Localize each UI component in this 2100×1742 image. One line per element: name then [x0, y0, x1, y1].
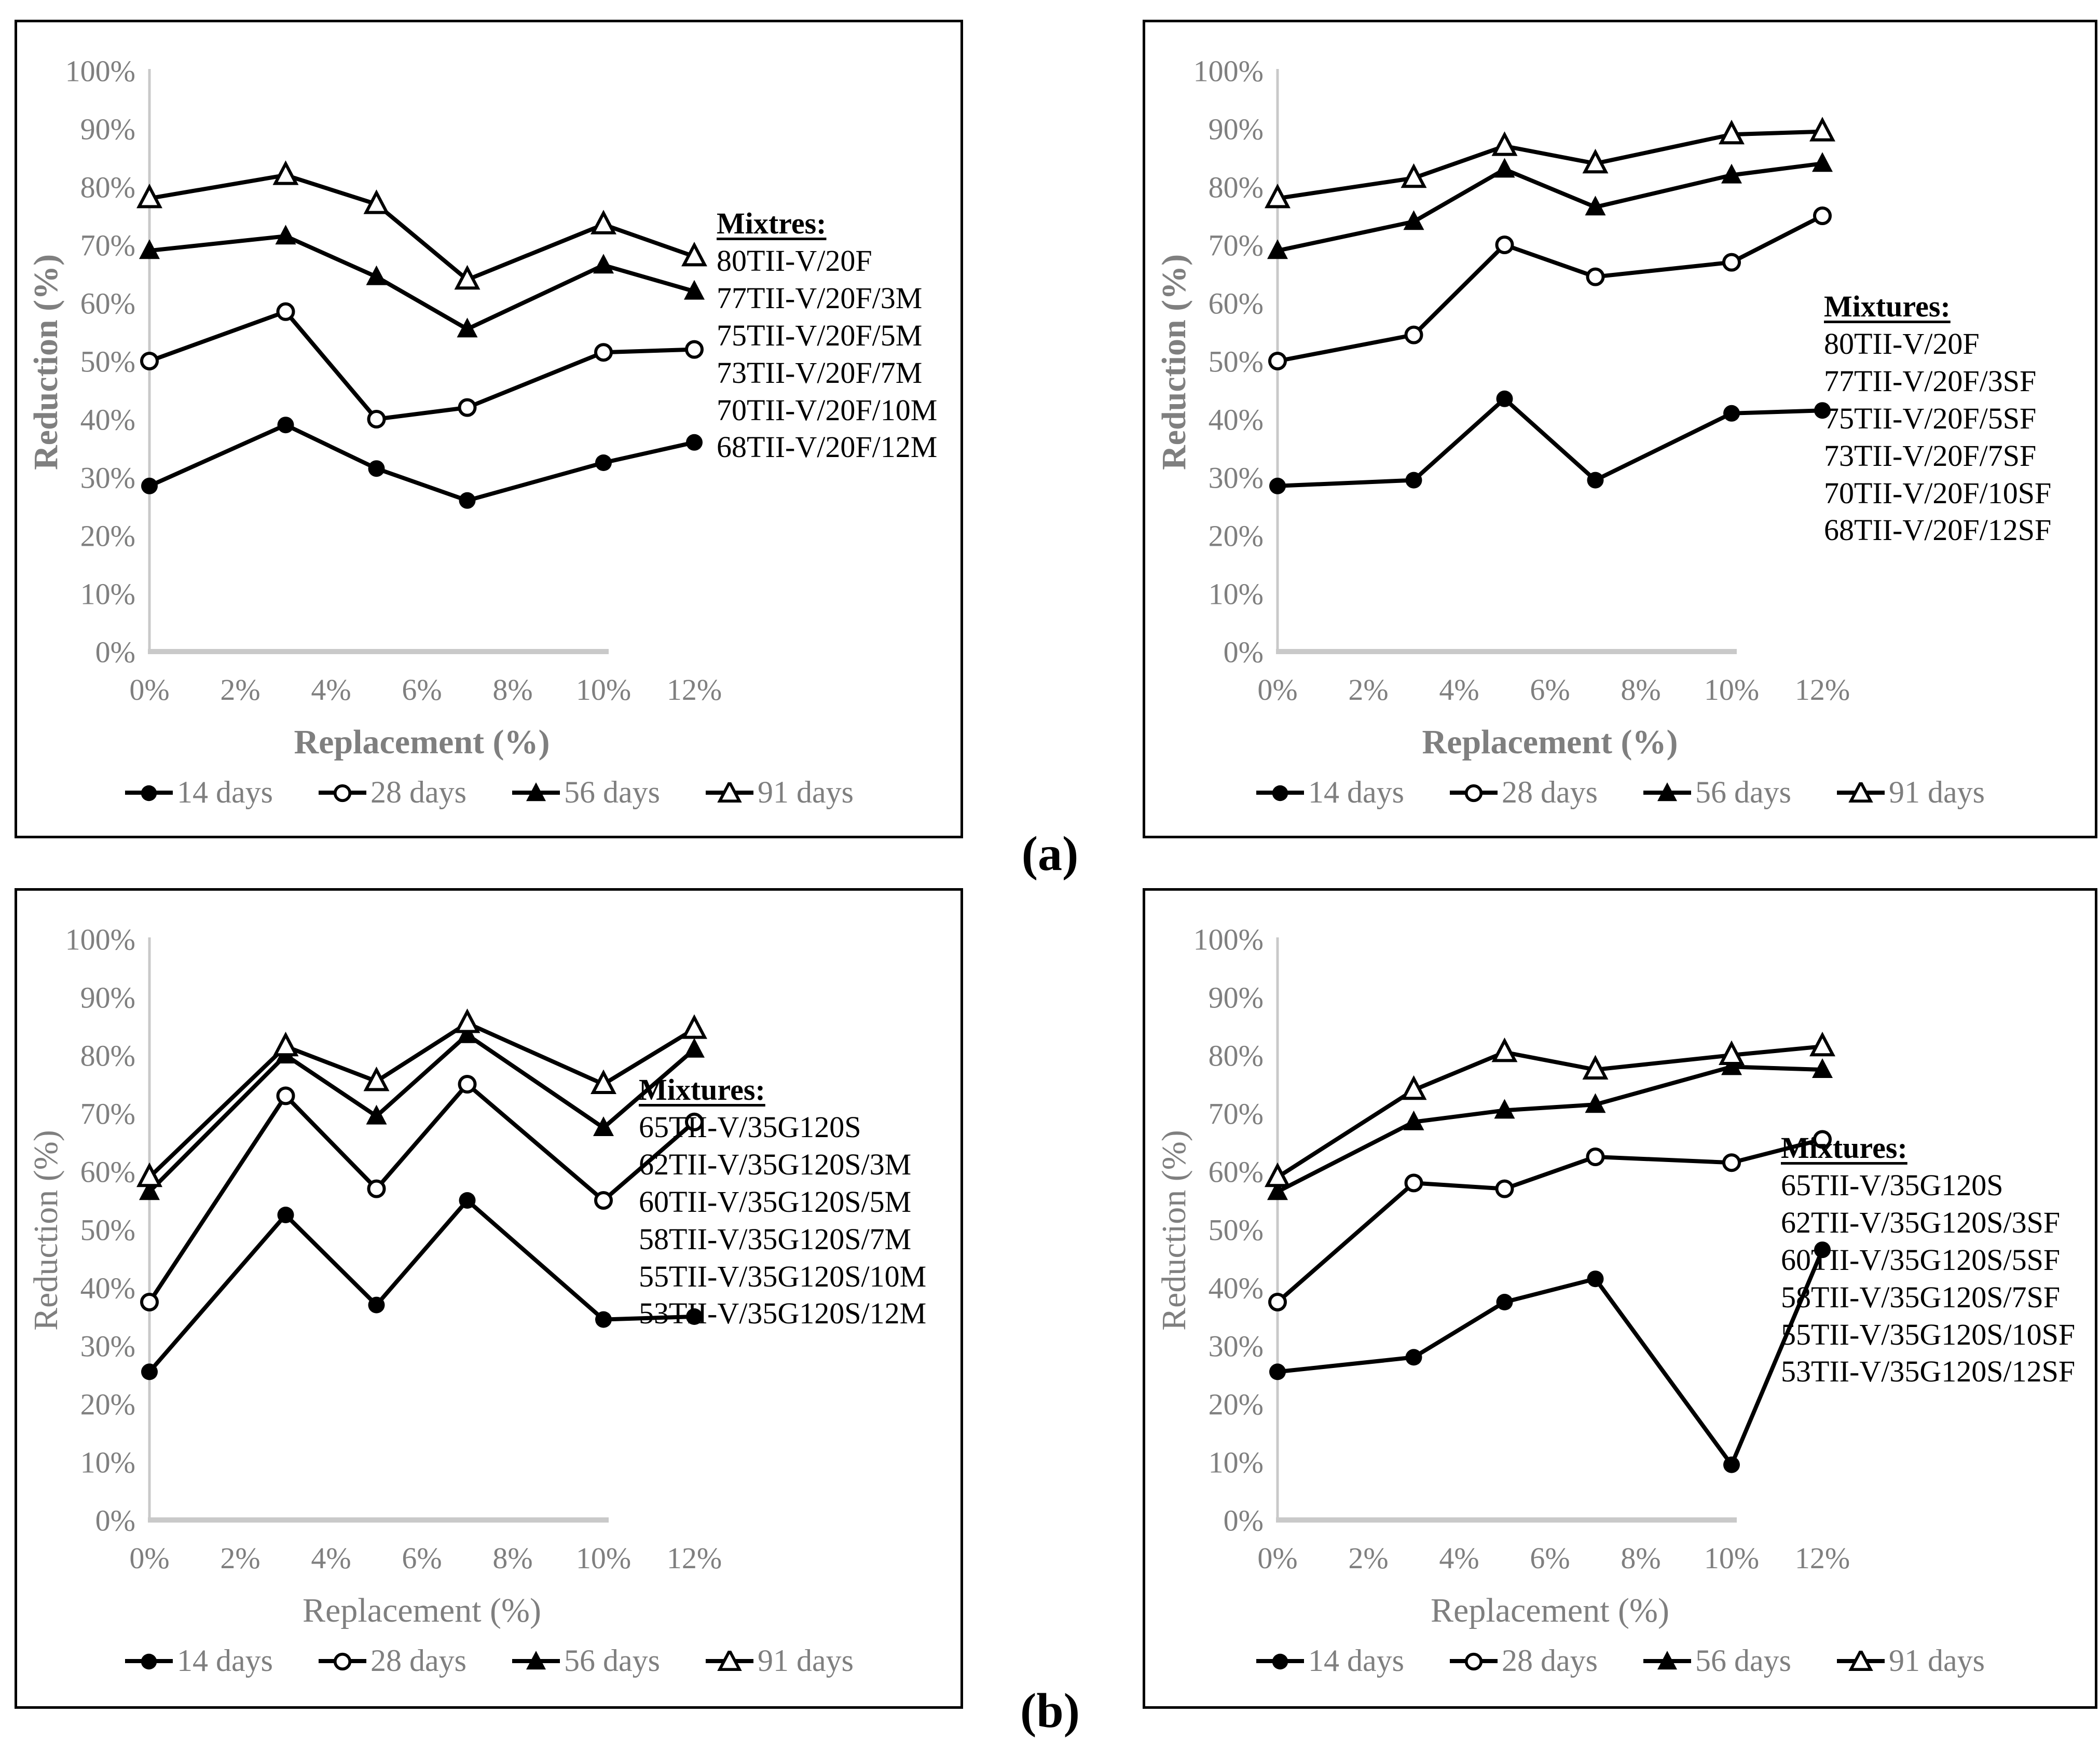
x-tick-label: 10%: [1704, 673, 1760, 707]
x-tick-label: 8%: [1621, 673, 1661, 707]
filled-circle-marker-icon: [1269, 478, 1286, 494]
x-axis-title: Replacement (%): [1422, 723, 1678, 761]
legend-label: 56 days: [1695, 775, 1791, 809]
open-circle-marker-icon: [1449, 782, 1499, 803]
filled-circle-marker-icon: [1406, 472, 1422, 489]
open-circle-marker-icon: [1724, 255, 1739, 270]
x-tick-label: 4%: [311, 673, 351, 707]
open-triangle-marker-icon: [1494, 135, 1515, 155]
y-tick-label: 50%: [1208, 1213, 1264, 1247]
y-tick-label: 10%: [80, 577, 135, 611]
y-tick-label: 40%: [80, 1271, 135, 1305]
filled-circle-marker-icon: [459, 1192, 476, 1209]
y-tick-label: 20%: [1208, 519, 1264, 553]
mixture-item: 53TII-V/35G120S/12SF: [1781, 1354, 2076, 1389]
filled-circle-marker-icon: [124, 782, 174, 803]
mixture-item: 68TII-V/20F/12M: [717, 430, 938, 464]
x-tick-label: 12%: [1794, 673, 1850, 707]
open-circle-marker-icon: [596, 1193, 611, 1208]
x-tick-label: 2%: [220, 673, 260, 707]
filled-triangle-marker-icon: [684, 1038, 705, 1058]
x-axis-title: Replacement (%): [294, 723, 550, 761]
y-tick-label: 30%: [1208, 461, 1264, 495]
filled-circle-marker-icon: [1723, 405, 1740, 422]
legend-item-28-days: [1449, 775, 1598, 810]
legend-item-91-days: [1836, 775, 1985, 810]
open-triangle-marker-icon: [1836, 782, 1886, 803]
filled-triangle-marker-icon: [1642, 782, 1692, 803]
open-circle-marker-icon: [142, 1294, 157, 1310]
x-tick-label: 4%: [311, 1541, 351, 1575]
filled-circle-marker-icon: [141, 478, 158, 494]
mixture-item: 80TII-V/20F: [717, 243, 872, 278]
y-tick-label: 100%: [65, 922, 135, 957]
open-triangle-marker-icon: [1836, 1651, 1886, 1671]
y-tick-label: 0%: [1223, 1503, 1264, 1538]
open-circle-marker-icon: [278, 304, 294, 320]
x-tick-label: 6%: [402, 1541, 442, 1575]
legend-item-14-days: [124, 775, 273, 810]
open-circle-marker-icon: [1588, 1149, 1603, 1165]
mixtures-list: [717, 205, 937, 466]
legend-item-28-days: [1449, 1643, 1598, 1679]
open-triangle-marker-icon: [593, 213, 614, 233]
x-tick-label: 8%: [1621, 1541, 1661, 1575]
mixtures-list: [1781, 1129, 2075, 1390]
legend-label: 56 days: [564, 775, 660, 809]
mixture-item: 62TII-V/35G120S/3SF: [1781, 1205, 2061, 1239]
mixture-item: 62TII-V/35G120S/3M: [639, 1147, 912, 1181]
y-tick-label: 20%: [80, 519, 135, 553]
legend-label: 56 days: [1695, 1643, 1791, 1678]
legend-label: 91 days: [757, 775, 854, 809]
y-tick-label: 20%: [80, 1387, 135, 1421]
open-triangle-marker-icon: [684, 1018, 705, 1038]
y-tick-label: 40%: [1208, 403, 1264, 437]
mixture-item: 77TII-V/20F/3SF: [1824, 364, 2037, 398]
open-triangle-marker-icon: [705, 782, 754, 803]
legend-item-14-days: [1255, 1643, 1404, 1679]
x-tick-label: 4%: [1439, 673, 1479, 707]
open-circle-marker-icon: [335, 1654, 350, 1669]
mixtures-title: Mixtures:: [1781, 1131, 1907, 1165]
y-tick-label: 0%: [1223, 635, 1264, 669]
legend-label: 56 days: [564, 1643, 660, 1678]
mixture-item: 60TII-V/35G120S/5SF: [1781, 1242, 2061, 1277]
legend-item-91-days: [705, 775, 854, 810]
legend-label: 14 days: [177, 775, 273, 809]
y-tick-label: 70%: [80, 228, 135, 262]
open-circle-marker-icon: [687, 342, 702, 357]
open-triangle-marker-icon: [705, 1651, 754, 1671]
filled-circle-marker-icon: [278, 1207, 294, 1223]
x-tick-label: 8%: [492, 1541, 533, 1575]
series-line-14-days: [149, 425, 694, 501]
x-tick-label: 8%: [492, 673, 533, 707]
legend: [17, 1643, 960, 1679]
open-circle-marker-icon: [460, 400, 475, 416]
mixture-item: 53TII-V/35G120S/12M: [639, 1296, 927, 1331]
chart-panel-bottom-left: [15, 888, 963, 1709]
y-tick-label: 70%: [80, 1097, 135, 1131]
mixture-item: 58TII-V/35G120S/7M: [639, 1222, 912, 1256]
mixtures-title: Mixtures:: [639, 1073, 765, 1107]
x-tick-label: 0%: [129, 673, 170, 707]
legend-label: 91 days: [1888, 1643, 1985, 1678]
x-tick-label: 10%: [1704, 1541, 1760, 1575]
x-tick-label: 0%: [129, 1541, 170, 1575]
y-axis-title: Reduction (%): [27, 254, 65, 471]
chart-panel-bottom-right: [1143, 888, 2097, 1709]
filled-circle-marker-icon: [278, 417, 294, 433]
y-tick-label: 90%: [1208, 112, 1264, 146]
filled-circle-marker-icon: [1406, 1349, 1422, 1365]
open-triangle-marker-icon: [276, 164, 296, 184]
series-line-28-days: [149, 312, 694, 419]
y-tick-label: 80%: [80, 1039, 135, 1073]
mixture-item: 60TII-V/35G120S/5M: [639, 1184, 912, 1219]
legend-label: 91 days: [757, 1643, 854, 1678]
legend-label: 14 days: [1308, 1643, 1405, 1678]
filled-circle-marker-icon: [141, 1653, 157, 1669]
x-tick-label: 12%: [1794, 1541, 1850, 1575]
series-line-91-days: [149, 1023, 694, 1177]
legend-item-28-days: [318, 775, 466, 810]
x-tick-label: 10%: [575, 673, 632, 707]
chart-panel-top-left: [15, 20, 963, 838]
legend-label: 91 days: [1888, 775, 1985, 809]
y-tick-label: 30%: [80, 1329, 135, 1363]
open-circle-marker-icon: [318, 1651, 367, 1671]
open-circle-marker-icon: [335, 785, 350, 800]
filled-circle-marker-icon: [1269, 1363, 1286, 1380]
y-tick-label: 80%: [80, 170, 135, 204]
open-circle-marker-icon: [142, 353, 157, 369]
series-line-28-days: [149, 1084, 694, 1302]
legend-item-56-days: [511, 775, 660, 810]
y-tick-label: 100%: [1193, 922, 1264, 957]
mixtures-list: [639, 1071, 926, 1332]
open-circle-marker-icon: [1815, 208, 1830, 224]
mixture-item: 73TII-V/20F/7SF: [1824, 438, 2037, 473]
open-circle-marker-icon: [1466, 1654, 1481, 1669]
legend-item-91-days: [705, 1643, 854, 1679]
y-tick-label: 20%: [1208, 1387, 1264, 1421]
open-triangle-marker-icon: [457, 1012, 478, 1031]
x-tick-label: 6%: [402, 673, 442, 707]
x-tick-label: 2%: [1348, 1541, 1389, 1575]
filled-circle-marker-icon: [595, 1311, 612, 1328]
y-tick-label: 0%: [95, 1503, 135, 1538]
y-tick-label: 40%: [1208, 1271, 1264, 1305]
open-circle-marker-icon: [369, 1181, 385, 1197]
series-line-14-days: [1278, 1250, 1822, 1464]
filled-triangle-marker-icon: [511, 782, 561, 803]
y-tick-label: 100%: [65, 54, 135, 88]
legend-label: 14 days: [1308, 775, 1405, 809]
figure-label-a: (a): [1021, 827, 1079, 881]
mixture-item: 77TII-V/20F/3M: [717, 281, 923, 315]
series-line-56-days: [149, 1035, 694, 1192]
y-tick-label: 70%: [1208, 1097, 1264, 1131]
open-triangle-marker-icon: [1267, 1166, 1288, 1185]
open-triangle-marker-icon: [276, 1035, 296, 1055]
x-tick-label: 2%: [1348, 673, 1389, 707]
legend-label: 28 days: [370, 775, 466, 809]
open-circle-marker-icon: [1406, 1175, 1422, 1191]
legend: [17, 775, 960, 810]
y-tick-label: 100%: [1193, 54, 1264, 88]
filled-triangle-marker-icon: [593, 254, 614, 273]
legend-item-91-days: [1836, 1643, 1985, 1679]
filled-circle-marker-icon: [686, 434, 703, 451]
mixture-item: 58TII-V/35G120S/7SF: [1781, 1280, 2061, 1314]
mixture-item: 70TII-V/20F/10SF: [1824, 476, 2052, 510]
y-axis-title: Reduction (%): [1155, 1130, 1193, 1331]
x-tick-label: 12%: [666, 673, 722, 707]
x-tick-label: 0%: [1257, 1541, 1298, 1575]
legend-label: 14 days: [177, 1643, 273, 1678]
y-tick-label: 40%: [80, 403, 135, 437]
open-triangle-marker-icon: [1494, 1041, 1515, 1060]
mixtures-title: Mixtures:: [1824, 289, 1951, 323]
series-line-56-days: [149, 236, 694, 329]
open-circle-marker-icon: [278, 1088, 294, 1103]
mixture-item: 68TII-V/20F/12SF: [1824, 513, 2052, 547]
legend-item-56-days: [1642, 1643, 1791, 1679]
filled-circle-marker-icon: [141, 1363, 158, 1380]
mixture-item: 65TII-V/35G120S: [1781, 1168, 2003, 1202]
legend-label: 28 days: [370, 1643, 466, 1678]
legend-item-56-days: [1642, 775, 1791, 810]
mixture-item: 75TII-V/20F/5M: [717, 318, 923, 352]
filled-circle-marker-icon: [595, 454, 612, 471]
x-tick-label: 10%: [575, 1541, 632, 1575]
legend: [1145, 775, 2095, 810]
filled-triangle-marker-icon: [276, 225, 296, 244]
y-tick-label: 90%: [80, 980, 135, 1015]
filled-circle-marker-icon: [1255, 1651, 1305, 1671]
mixtures-list: [1824, 288, 2051, 549]
x-tick-label: 0%: [1257, 673, 1298, 707]
open-circle-marker-icon: [1270, 1294, 1285, 1310]
y-tick-label: 0%: [95, 635, 135, 669]
filled-circle-marker-icon: [368, 1297, 385, 1314]
open-circle-marker-icon: [1466, 785, 1481, 800]
legend-label: 28 days: [1502, 775, 1598, 809]
series-line-28-days: [1278, 216, 1822, 361]
filled-circle-marker-icon: [124, 1651, 174, 1671]
y-tick-label: 70%: [1208, 228, 1264, 262]
series-line-56-days: [1278, 163, 1822, 251]
filled-circle-marker-icon: [1723, 1457, 1740, 1473]
filled-triangle-marker-icon: [1404, 210, 1424, 230]
open-circle-marker-icon: [1588, 269, 1603, 285]
open-circle-marker-icon: [318, 782, 367, 803]
y-tick-label: 60%: [1208, 1155, 1264, 1189]
x-tick-label: 2%: [220, 1541, 260, 1575]
open-circle-marker-icon: [369, 411, 385, 427]
filled-circle-marker-icon: [141, 785, 157, 800]
filled-circle-marker-icon: [1587, 1270, 1604, 1287]
y-tick-label: 30%: [1208, 1329, 1264, 1363]
open-circle-marker-icon: [596, 344, 611, 360]
legend-item-56-days: [511, 1643, 660, 1679]
y-tick-label: 90%: [80, 112, 135, 146]
mixture-item: 80TII-V/20F: [1824, 326, 1980, 361]
mixtures-title: Mixtres:: [717, 206, 827, 240]
open-triangle-marker-icon: [1812, 1035, 1833, 1055]
filled-circle-marker-icon: [1272, 1653, 1288, 1669]
x-tick-label: 4%: [1439, 1541, 1479, 1575]
open-circle-marker-icon: [1406, 327, 1422, 343]
mixture-item: 55TII-V/35G120S/10M: [639, 1259, 927, 1293]
y-tick-label: 60%: [80, 1155, 135, 1189]
series-line-14-days: [149, 1200, 694, 1372]
y-tick-label: 60%: [80, 286, 135, 321]
open-circle-marker-icon: [1449, 1651, 1499, 1671]
filled-circle-marker-icon: [1497, 1294, 1513, 1310]
y-tick-label: 50%: [80, 1213, 135, 1247]
y-axis-title: Reduction (%): [27, 1130, 65, 1331]
filled-circle-marker-icon: [1587, 472, 1604, 489]
filled-triangle-marker-icon: [1494, 158, 1515, 177]
filled-circle-marker-icon: [368, 460, 385, 477]
mixture-item: 73TII-V/20F/7M: [717, 355, 923, 390]
mixture-item: 65TII-V/35G120S: [639, 1110, 861, 1144]
legend-item-14-days: [1255, 775, 1404, 810]
x-tick-label: 6%: [1530, 673, 1570, 707]
y-tick-label: 10%: [1208, 577, 1264, 611]
x-axis-title: Replacement (%): [1431, 1592, 1669, 1629]
mixture-item: 70TII-V/20F/10M: [717, 393, 938, 427]
y-tick-label: 60%: [1208, 286, 1264, 321]
y-tick-label: 50%: [1208, 344, 1264, 379]
open-circle-marker-icon: [1724, 1155, 1739, 1170]
legend-label: 28 days: [1502, 1643, 1598, 1678]
mixture-item: 55TII-V/35G120S/10SF: [1781, 1317, 2076, 1351]
y-tick-label: 30%: [80, 461, 135, 495]
y-tick-label: 80%: [1208, 170, 1264, 204]
filled-triangle-marker-icon: [1812, 152, 1833, 172]
filled-circle-marker-icon: [1272, 785, 1288, 800]
y-tick-label: 10%: [80, 1445, 135, 1480]
x-axis-title: Replacement (%): [303, 1592, 541, 1629]
series-line-14-days: [1278, 399, 1822, 486]
legend: [1145, 1643, 2095, 1679]
filled-circle-marker-icon: [1255, 782, 1305, 803]
filled-triangle-marker-icon: [511, 1651, 561, 1671]
x-tick-label: 6%: [1530, 1541, 1570, 1575]
open-circle-marker-icon: [460, 1076, 475, 1092]
open-circle-marker-icon: [1497, 237, 1513, 253]
y-tick-label: 80%: [1208, 1039, 1264, 1073]
open-circle-marker-icon: [1497, 1181, 1513, 1197]
legend-item-14-days: [124, 1643, 273, 1679]
figure-label-b: (b): [1020, 1684, 1080, 1738]
y-tick-label: 50%: [80, 344, 135, 379]
filled-triangle-marker-icon: [1642, 1651, 1692, 1671]
x-tick-label: 12%: [666, 1541, 722, 1575]
mixture-item: 75TII-V/20F/5SF: [1824, 401, 2037, 435]
legend-item-28-days: [318, 1643, 466, 1679]
y-tick-label: 10%: [1208, 1445, 1264, 1480]
filled-circle-marker-icon: [459, 492, 476, 509]
chart-panel-top-right: [1143, 20, 2097, 838]
filled-circle-marker-icon: [1497, 391, 1513, 407]
y-tick-label: 90%: [1208, 980, 1264, 1015]
open-circle-marker-icon: [1270, 353, 1285, 369]
y-axis-title: Reduction (%): [1155, 254, 1193, 471]
